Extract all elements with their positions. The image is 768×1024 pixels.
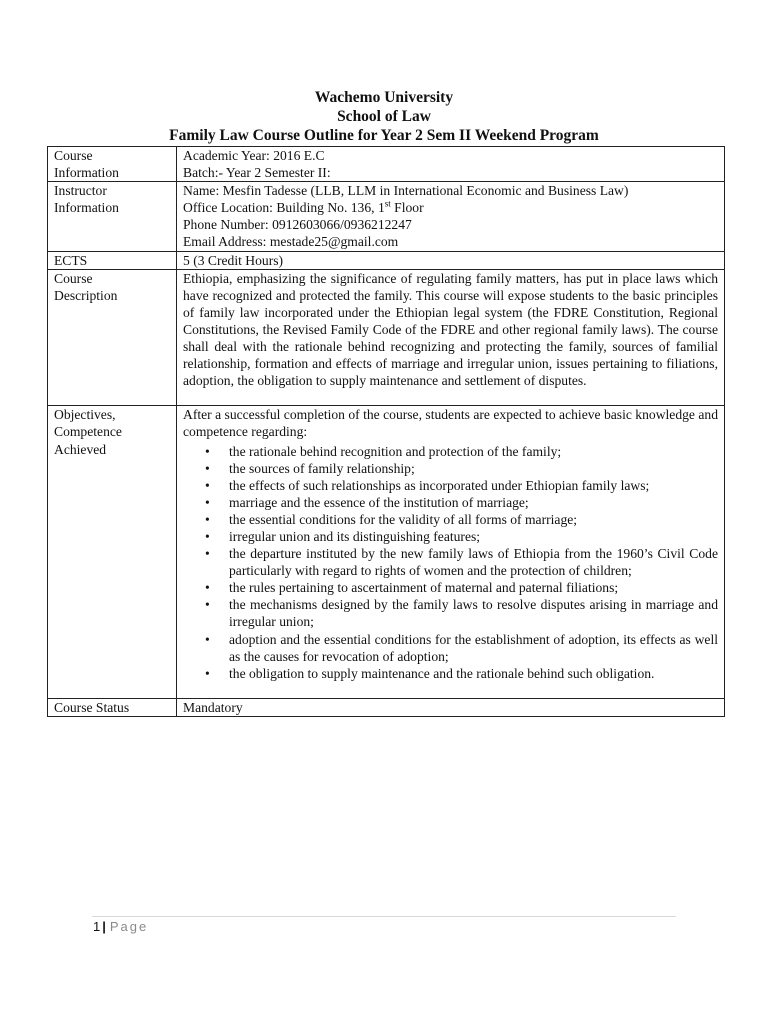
objectives-list: [183, 443, 718, 682]
list-item: • the effects of such relationships as incorporated under Ethiopian family laws;: [205, 477, 650, 493]
academic-year: Academic Year: 2016 E.C: [183, 148, 325, 163]
list-item: • the departure instituted by the new family laws of Ethiopia from the 1960’s Civil Code particularly with regard to rights of women and the protection of children;: [205, 546, 718, 579]
bullet-icon: •: [205, 511, 210, 527]
bullet-icon: •: [205, 597, 210, 613]
bullet-icon: •: [205, 665, 210, 681]
bullet-icon: •: [205, 580, 210, 596]
table-row-instructor-information: [48, 182, 725, 251]
course-description-text: Ethiopia, emphasizing the significance of regulating family matters, has put in place laws which have recognized and protected the family. This course will expose students to the basic principles of family law incorporated under the Ethiopian legal system (the FDRE Constitution, Regional Constitutions, the Revised Family Code of the FDRE and other regional family laws). The course shall deal with the rationale behind recognizing and protecting the family, sources of familial relationship, formation and effects of marriage and irregular union, issues pertaining to filiations, adoption, the obligation to supply maintenance and settlement of disputes.: [183, 270, 718, 389]
phone-number: Phone Number: 0912603066/0936212247: [183, 217, 412, 233]
instructor-information-label: Instructor Information: [48, 182, 177, 251]
list-item: • the sources of family relationship;: [205, 460, 415, 476]
list-item: • the rules pertaining to ascertainment of maternal and paternal filiations;: [205, 580, 619, 596]
university-name: Wachemo University: [314, 89, 454, 106]
batch: Batch:- Year 2 Semester II:: [183, 165, 331, 181]
table-row-course-information: [48, 147, 725, 182]
bullet-icon: •: [205, 631, 210, 647]
list-item: • irregular union and its distinguishing features;: [205, 528, 481, 544]
course-outline-table: [47, 146, 725, 717]
footer-separator: |: [102, 919, 106, 934]
list-item: • the obligation to supply maintenance and the rationale behind such obligation.: [205, 665, 655, 681]
ects-label: ECTS: [48, 251, 177, 269]
list-item: • marriage and the essence of the institution of marriage;: [205, 494, 529, 510]
office-location: Office Location: Building No. 136, 1st Floor: [183, 198, 424, 216]
bullet-icon: •: [205, 443, 210, 459]
ects-value: 5 (3 Credit Hours): [177, 251, 725, 269]
course-status-label: Course Status: [48, 698, 177, 716]
list-item: • the rationale behind recognition and protection of the family;: [205, 443, 562, 459]
objectives-value: [177, 406, 725, 699]
course-information-value: [177, 147, 725, 182]
list-item: • adoption and the essential conditions for the establishment of adoption, its effects as well as the causes for revocation of adoption;: [205, 631, 718, 664]
page-footer: [93, 919, 148, 934]
list-item: • the mechanisms designed by the family laws to resolve disputes arising in marriage and irregular union;: [205, 597, 718, 630]
list-item: • the essential conditions for the validity of all forms of marriage;: [205, 511, 578, 527]
course-status-value: Mandatory: [177, 698, 725, 716]
instructor-information-value: [177, 182, 725, 251]
footer-divider: [92, 916, 676, 917]
objectives-label: Objectives, Competence Achieved: [48, 406, 177, 699]
course-description-label: Course Description: [48, 269, 177, 406]
email-address: Email Address: mestade25@gmail.com: [183, 234, 399, 250]
document-title: Family Law Course Outline for Year 2 Sem II Weekend Program: [169, 127, 599, 144]
page-number: 1: [93, 919, 101, 934]
bullet-icon: •: [205, 460, 210, 476]
bullet-icon: •: [205, 494, 210, 510]
table-row-course-status: [48, 698, 725, 716]
course-information-label: Course Information: [48, 147, 177, 182]
objectives-intro: After a successful completion of the course, students are expected to achieve basic knowledge and competence regarding:: [183, 407, 718, 440]
table-row-course-description: [48, 269, 725, 406]
course-description-value: [177, 269, 725, 406]
document-header: [0, 88, 768, 145]
page-label: Page: [109, 919, 149, 934]
bullet-icon: •: [205, 528, 210, 544]
table-row-ects: [48, 251, 725, 269]
bullet-icon: •: [205, 477, 210, 493]
table-row-objectives: [48, 406, 725, 699]
bullet-icon: •: [205, 546, 210, 562]
school-name: School of Law: [337, 108, 431, 125]
instructor-name: Name: Mesfin Tadesse (LLB, LLM in International Economic and Business Law): [183, 183, 629, 199]
